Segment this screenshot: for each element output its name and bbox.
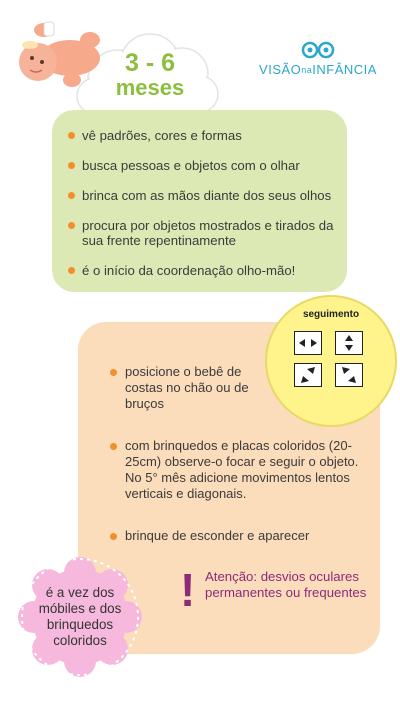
activity-item	[125, 364, 270, 412]
bullet-icon	[110, 369, 117, 376]
activity-item	[125, 438, 365, 502]
diagonal-arrows-up-icon	[294, 363, 322, 387]
logo-text	[248, 62, 388, 77]
logo-word-1: VISÃO	[259, 62, 302, 77]
tracking-circle	[265, 295, 397, 427]
warning-text: Atenção: desvios oculares permanentes ou frequentes	[205, 569, 367, 600]
age-badge	[100, 50, 200, 100]
bullet-icon	[110, 443, 117, 450]
logo-word-2: na	[301, 65, 313, 75]
vertical-arrows-icon	[335, 331, 363, 355]
activity-text: com brinquedos e placas coloridos (20-25cm) observe-o focar e seguir o objeto. No 5° mês adicione movimentos lentos verticais e diagonais.	[125, 438, 359, 501]
milestone-item: busca pessoas e objetos com o olhar	[68, 158, 337, 173]
age-range: 3 - 6	[124, 49, 176, 77]
milestone-item: brinca com as mãos diante dos seus olhos	[68, 188, 337, 203]
note-text: é a vez dos móbiles e dos brinquedos coloridos	[38, 585, 122, 648]
exclamation-icon: !	[180, 564, 196, 616]
horizontal-arrows-icon	[294, 331, 322, 355]
activity-text: brinque de esconder e aparecer	[125, 528, 310, 543]
tracking-label: seguimento	[302, 309, 360, 320]
age-unit: meses	[115, 75, 185, 100]
milestones-box	[52, 110, 347, 292]
milestones-list	[52, 110, 347, 278]
activity-text: posicione o bebê de costas no chão ou de bruços	[125, 364, 249, 411]
milestone-item: é o início da coordenação olho-mão!	[68, 263, 337, 278]
activity-item	[125, 528, 365, 544]
eyes-logo-icon	[300, 40, 336, 60]
diagonal-arrows-down-icon	[335, 363, 363, 387]
logo	[248, 40, 388, 77]
logo-word-3: INFÂNCIA	[312, 62, 377, 77]
milestone-item: procura por objetos mostrados e tirados da sua frente repentinamente	[68, 218, 337, 248]
milestone-item: vê padrões, cores e formas	[68, 128, 337, 143]
bullet-icon	[110, 533, 117, 540]
